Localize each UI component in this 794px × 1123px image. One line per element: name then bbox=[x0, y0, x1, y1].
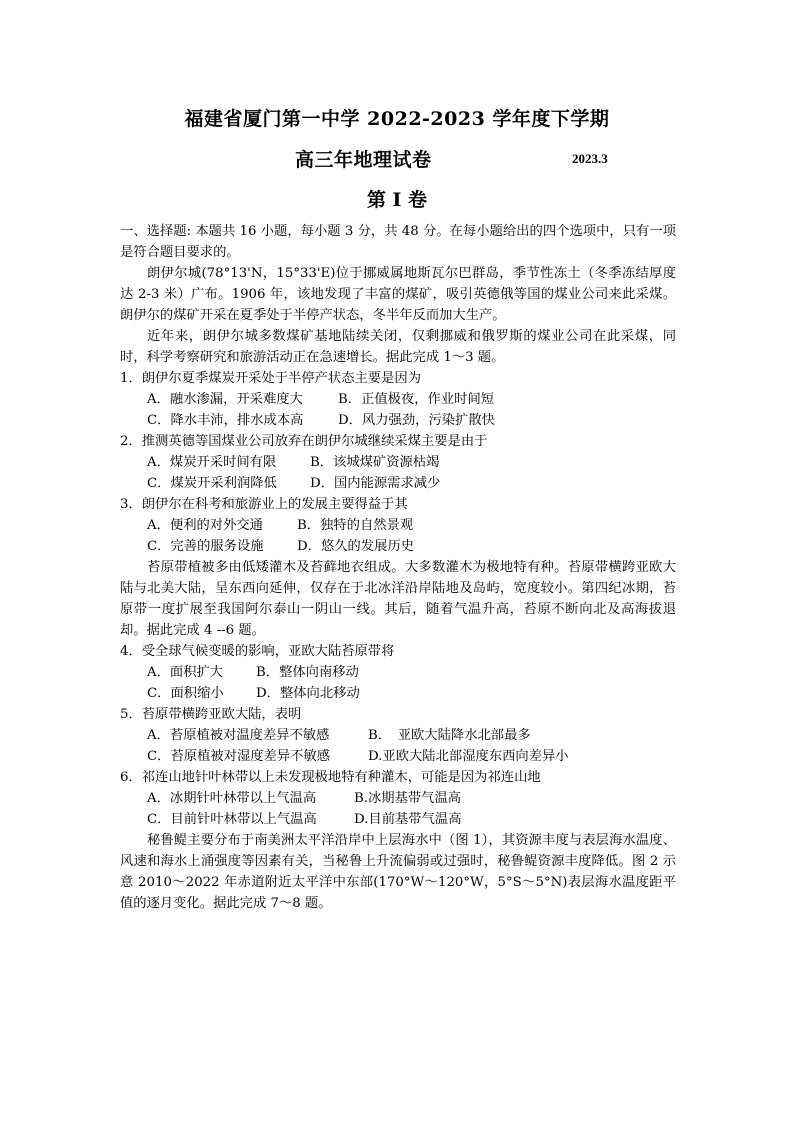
passage-1-paragraph-1: 朗伊尔城(78°13'N，15°33'E)位于挪威属地斯瓦尔巴群岛，季节性冻土（冬季冻结厚度达 2-3 米）广布。1906 年，该地发现了丰富的煤矿，吸引英德俄等国的煤业公司来此采煤。朗伊尔的煤矿开采在夏季处于半停产状态，冬半年反而加大生产。 bbox=[120, 266, 676, 323]
exam-subtitle: 高三年地理试卷 bbox=[295, 149, 432, 171]
question-4-stem: 4．受全球气候变暖的影响，亚欧大陆苔原带将 bbox=[120, 644, 395, 659]
passage-2: 苔原带植被多由低矮灌木及苔藓地衣组成。大多数灌木为极地特有种。苔原带横跨亚欧大陆与北美大陆，呈东西向延伸，仅存在于北冰洋沿岸陆地及岛屿，宽度较小。第四纪冰期，苔原带一度扩展至我国阿尔泰山一阴山一线。其后，随着气温升高，苔原不断向北及高海拔退却。据此完成 4 --6 题。 bbox=[120, 560, 676, 638]
passage-1-paragraph-2: 近年来，朗伊尔城多数煤矿基地陆续关闭，仅剩挪威和俄罗斯的煤业公司在此采煤，同时，科学考察研究和旅游活动正在急速增长。据此完成 1～3 题。 bbox=[120, 329, 676, 365]
question-1-option-d: D．风力强劲，污染扩散快 bbox=[338, 413, 495, 428]
question-5-stem: 5．苔原带横跨亚欧大陆，表明 bbox=[120, 707, 302, 722]
question-6-option-b: B.冰期基带气温高 bbox=[354, 791, 462, 806]
question-4-option-c: C．面积缩小 bbox=[147, 686, 224, 701]
question-2-option-a: A．煤炭开采时间有限 bbox=[147, 455, 277, 470]
question-5-option-b: B． 亚欧大陆降水北部最多 bbox=[368, 728, 531, 743]
question-5-option-c: C．苔原植被对湿度差异不敏感 bbox=[147, 749, 331, 764]
question-4-option-a: A．面积扩大 bbox=[147, 665, 224, 680]
instructions: 一、选择题: 本题共 16 小题，每小题 3 分，共 48 分。在每小题给出的四个选项中，只有一项是符合题目要求的。 bbox=[120, 224, 676, 260]
question-5-option-a: A．苔原植被对温度差异不敏感 bbox=[147, 728, 330, 743]
question-6-option-a: A．冰期针叶林带以上气温高 bbox=[147, 791, 317, 806]
question-3-option-b: B．独特的自然景观 bbox=[297, 518, 414, 533]
question-2-option-d: D．国内能源需求减少 bbox=[310, 476, 441, 491]
question-2-option-b: B．该城煤矿资源枯竭 bbox=[310, 455, 440, 470]
question-6-stem: 6．祁连山地针叶林带以上未发现极地特有种灌木，可能是因为祁连山地 bbox=[120, 770, 541, 785]
question-1-stem: 1．朗伊尔夏季煤炭开采处于半停产状态主要是因为 bbox=[120, 371, 421, 386]
question-3-option-a: A．便利的对外交通 bbox=[147, 518, 263, 533]
question-3-stem: 3．朗伊尔在科考和旅游业上的发展主要得益于其 bbox=[120, 497, 408, 512]
question-5-option-d: D.亚欧大陆北部湿度东西向差异小 bbox=[368, 749, 569, 764]
question-4-option-b: B．整体向南移动 bbox=[256, 665, 359, 680]
question-1-option-c: C．降水丰沛，排水成本高 bbox=[147, 413, 304, 428]
question-6-option-c: C．目前针叶林带以上气温高 bbox=[147, 812, 317, 827]
question-4-option-d: D．整体向北移动 bbox=[256, 686, 360, 701]
exam-date: 2023.3 bbox=[572, 151, 608, 166]
question-2-stem: 2．推测英德等国煤业公司放弃在朗伊尔城继续采煤主要是由于 bbox=[120, 434, 488, 449]
question-6-option-d: D.目前基带气温高 bbox=[354, 812, 462, 827]
question-3-option-c: C．完善的服务设施 bbox=[147, 539, 264, 554]
question-3-option-d: D．悠久的发展历史 bbox=[297, 539, 415, 554]
question-1-option-a: A．融水渗漏，开采难度大 bbox=[147, 392, 303, 407]
exam-title: 福建省厦门第一中学 2022-2023 学年度下学期 bbox=[184, 108, 610, 130]
volume-heading: 第 I 卷 bbox=[366, 189, 428, 211]
passage-3: 秘鲁鳀主要分布于南美洲太平洋沿岸中上层海水中（图 1），其资源丰度与表层海水温度、风速和海水上涌强度等因素有关，当秘鲁上升流偏弱或过强时，秘鲁鳀资源丰度降低。图 2 示意 2010～2022 年赤道附近太平洋中东部(170°W～120°W，5°S～5°N)表层海水温度距平值的逐月变化。据此完成 7～8 题。 bbox=[120, 833, 676, 911]
question-1-option-b: B．正值极夜，作业时间短 bbox=[338, 392, 495, 407]
question-2-option-c: C．煤炭开采利润降低 bbox=[147, 476, 277, 491]
